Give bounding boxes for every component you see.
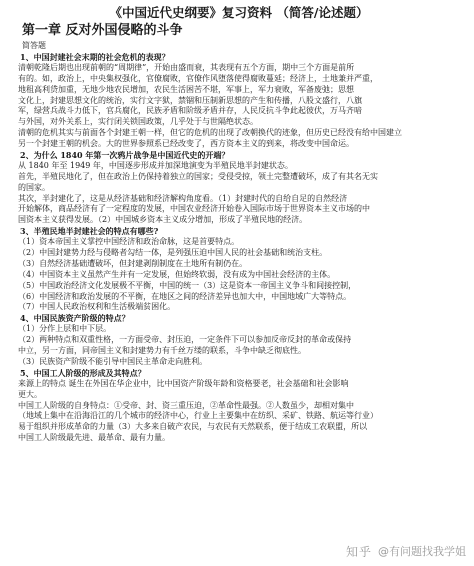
question-heading: 2、为什么 1840 年第一次鸦片战争是中国近代史的开端？: [20, 150, 230, 161]
watermark-username: @有问题找我学姐: [378, 545, 466, 558]
text-line: 文化上，封建思想文化的统治，实行文字狱，禁锢和压制新思想的产生和传播，八股文盛行，八旗: [18, 95, 362, 105]
text-line: 地租高利贷加重，无地少地农民增加，农民生活困苦不堪，军事上，军力衰败，军备废弛；思想: [18, 84, 354, 94]
text-line: （7）中国人民政治权利和生活极端贫困化。: [18, 302, 176, 312]
text-line: 从 1840 年至 1949 年，中国逐步形成并加深地演变为半殖民地半封建状态。: [18, 160, 293, 170]
text-line: 与外国，对外关系上，实行闭关锁国政策，几乎处于与世隔绝状态。: [18, 117, 258, 127]
text-line: 更大。: [18, 389, 42, 399]
text-line: 开始解体，商品经济有了一定程度的发展，中国农业经济开始卷入国际市场于世界资本主义市场的中: [18, 204, 370, 214]
text-line: 另一个封建王朝的机会。大的世界参照系已经改变了，西方资本主义的到来，将改变中国命运。: [18, 139, 354, 149]
zhihu-logo: 知乎: [345, 544, 372, 559]
text-line: （2）两种特点和双重性格，一方面受帝、封压迫，一定条件下可以参加反帝反封的革命或保持: [18, 335, 352, 345]
text-line: 的国家。: [18, 182, 50, 192]
question-heading: 4、中国民族资产阶级的特点？: [20, 313, 130, 324]
question-heading: 3、半殖民地半封建社会的特点有哪些?: [20, 226, 159, 237]
text-line: 清朝乾隆后期也出现前朝的“周期律”，开始由盛而衰，其表现有五个方面，期中三个方面是前所: [18, 62, 355, 72]
text-line: （1）资本帝国主义掌控中国经济和政治命脉，这是首要特点。: [18, 237, 240, 247]
text-line: 易于组织并形成革命的力量（3）大多来自破产农民，与农民有天然联系，便于结成工农联盟，所以: [18, 422, 368, 432]
text-line: 首先，半殖民地化了，但在政治上仍保持着独立的国家；受侵受掠，领土完整遭破坏，成了有其名无实: [18, 171, 378, 181]
text-line: （6）中国经济和政治发展的不平衡，在地区之间的经济差异也加大中，中国地域广大等特点。: [18, 291, 352, 301]
text-line: （2）中国封建势力经与侵略者勾结一体，是列强压迫中国人民的社会基础和统治支柱。: [18, 248, 328, 258]
text-line: 清朝的危机其实与前面各个封建王朝一样，但它的危机的出现了改朝换代的迹象，但历史已经没有给中国建立: [18, 128, 402, 138]
text-line: 中国工人阶级的自身特点：①受帝、封、资三重压迫，②革命性最强。②人数虽少，却相对集中: [18, 400, 354, 410]
document-body: [18, 52, 460, 444]
zhihu-watermark: [346, 540, 466, 562]
question-heading: 5、中国工人阶级的形成及其特点？: [20, 367, 146, 378]
document-title: 《中国近代史纲要》复习资料 （简答/论述题）: [109, 5, 369, 20]
text-line: （地域上集中在沿海沿江的几个城市的经济中心，行业上主要集中在纺织、采矿、铁路、航运等行业）: [18, 411, 378, 421]
text-line: 国资本主义获得发展。（2）中国城乡资本主义成分增加，形成了半殖民地的经济。: [18, 215, 308, 225]
text-line: 中立，另一方面，同帝国主义和封建势力有千丝万缕的联系，斗争中缺乏彻底性。: [18, 346, 306, 356]
question-heading: 1、中国封建社会末期的社会危机的表现？: [20, 52, 170, 62]
chapter-title: 第一章 反对外国侵略的斗争: [22, 23, 183, 38]
text-line: （5）中国政治经济文化发展极不平衡，中国的统一（3）这是资本一帝国主义争斗和间接控制，: [18, 280, 357, 290]
text-line: （4）中国资本主义虽然产生并有一定发展，但始终软弱，没有成为中国社会经济的主体。: [18, 269, 336, 279]
section-label: 简答题: [22, 41, 46, 50]
text-line: 其次，半封建化了，这是从经济基础和经济解构角度看。（1）封建时代的自给自足的自然经济: [18, 193, 348, 203]
text-line: （3）民族资产阶级不能引导中国民主革命走向胜利。: [18, 356, 208, 366]
text-line: 军，绿营兵战斗力低下，官兵腐化，民族矛盾和阶级矛盾并存，人民反抗斗争此起彼伏，万马齐喑: [18, 106, 362, 116]
text-line: 中国工人阶级最先进、最革命、最有力量。: [18, 433, 170, 443]
text-line: 有的。如，政治上，中央集权强化，官僚腐败，官僚作风堕落使得腐败蔓延；经济上，土地兼并严重，: [18, 73, 378, 83]
text-line: 来源上的特点 诞生在外国在华企业中，比中国资产阶级年龄和资格要老，社会基础和社会影响: [18, 378, 349, 388]
text-line: （1）分作上层和中下层。: [18, 324, 112, 334]
text-line: （3）自然经济基础遭破坏，但封建剥削制度在土地所有制仍在。: [18, 258, 248, 268]
